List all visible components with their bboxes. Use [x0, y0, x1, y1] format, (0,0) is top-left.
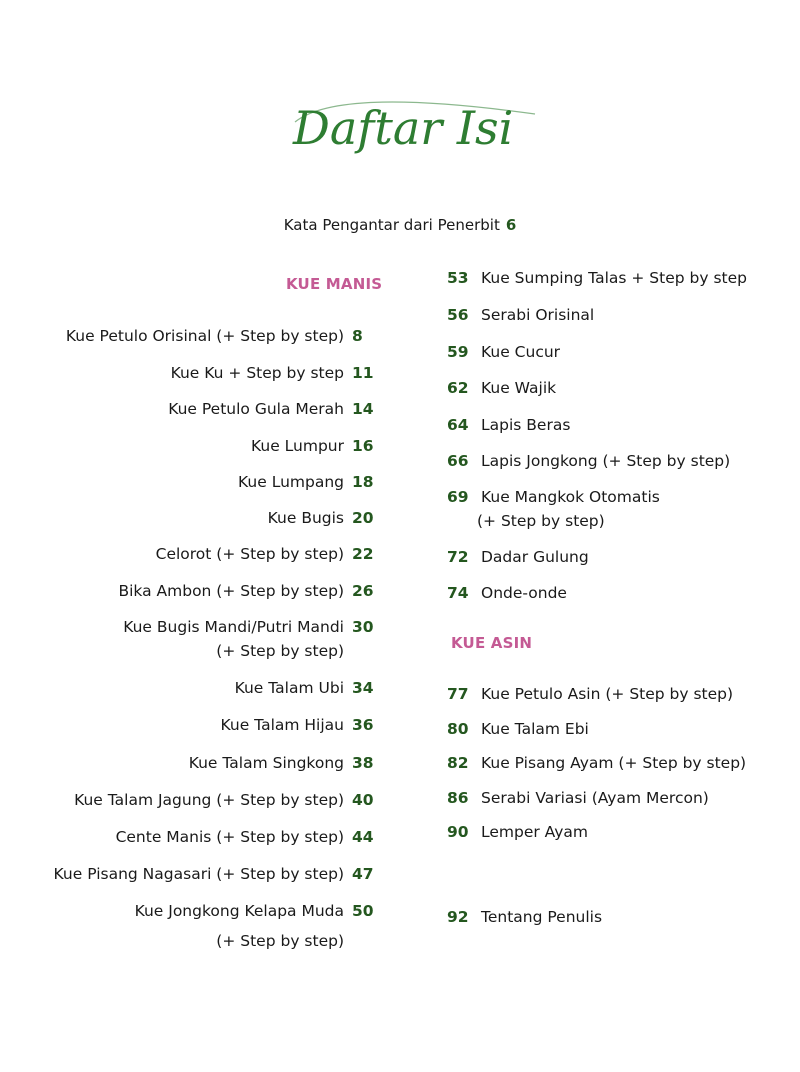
entry-title-continued: (+ Step by step) [216, 642, 344, 660]
entry-title-block [123, 615, 344, 663]
entry-title: Kue Talam Singkong [188, 754, 344, 772]
entry-page: 36 [352, 716, 374, 734]
toc-entry[interactable] [447, 449, 787, 473]
entry-page: 82 [447, 754, 469, 772]
toc-entry-closing[interactable] [447, 905, 787, 929]
entry-title: Lapis Beras [481, 416, 571, 434]
entry-title: Kue Pisang Nagasari (+ Step by step) [53, 865, 344, 883]
entry-title: Celorot (+ Step by step) [155, 545, 344, 563]
toc-entry[interactable] [447, 303, 787, 327]
toc-entry[interactable] [447, 485, 787, 533]
entry-page: 8 [352, 327, 363, 345]
toc-entry[interactable] [447, 376, 787, 400]
entry-page: 14 [352, 400, 374, 418]
entry-title-block [135, 899, 344, 959]
entry-title: Kue Lumpur [251, 437, 344, 455]
entry-title: Kue Petulo Orisinal (+ Step by step) [65, 327, 344, 345]
entry-page: 72 [447, 548, 469, 566]
entry-page: 40 [352, 791, 374, 809]
intro-entry[interactable] [0, 214, 800, 236]
entry-page: 86 [447, 789, 469, 807]
entry-page: 66 [447, 452, 469, 470]
entry-title: Lapis Jongkong (+ Step by step) [481, 452, 731, 470]
section-heading-kue-asin: KUE ASIN [451, 634, 533, 652]
entry-page: 74 [447, 584, 469, 602]
entry-page: 18 [352, 473, 374, 491]
title-text: Daftar Isi [293, 101, 514, 155]
entry-title: Kue Petulo Gula Merah [168, 400, 344, 418]
entry-title: Dadar Gulung [481, 548, 589, 566]
entry-title: Kue Wajik [481, 379, 557, 397]
entry-page: 80 [447, 720, 469, 738]
title-script-graphic [285, 92, 545, 164]
entry-title: Kue Lumpang [238, 473, 344, 491]
entry-title: Kue Jongkong Kelapa Muda [134, 902, 344, 920]
entry-page: 26 [352, 582, 374, 600]
entry-page: 90 [447, 823, 469, 841]
page-title [285, 92, 545, 164]
toc-entry[interactable] [40, 361, 385, 385]
toc-entry[interactable] [40, 615, 385, 663]
entry-title: Onde-onde [481, 584, 567, 602]
toc-entry[interactable] [40, 397, 385, 421]
entry-page: 34 [352, 679, 374, 697]
entry-title: Kue Sumping Talas + Step by step [481, 269, 747, 287]
toc-entry[interactable] [447, 820, 787, 844]
toc-entry[interactable] [40, 899, 385, 959]
section-heading-kue-manis: KUE MANIS [286, 275, 383, 293]
toc-entry[interactable] [447, 413, 787, 437]
entry-title: Kue Ku + Step by step [170, 364, 344, 382]
entry-page: 30 [352, 618, 374, 636]
entry-page: 59 [447, 343, 469, 361]
toc-entry[interactable] [40, 676, 385, 700]
toc-entry[interactable] [40, 542, 385, 566]
toc-entry[interactable] [40, 713, 385, 737]
toc-entry[interactable] [40, 506, 385, 530]
entry-page: 11 [352, 364, 374, 382]
toc-entry[interactable] [40, 862, 385, 886]
entry-page: 20 [352, 509, 374, 527]
intro-label: Kata Pengantar dari Penerbit [283, 216, 500, 234]
entry-title: Tentang Penulis [481, 908, 603, 926]
entry-title: Kue Talam Ebi [481, 720, 589, 738]
toc-entry[interactable] [447, 786, 787, 810]
entry-page: 22 [352, 545, 374, 563]
entry-page: 16 [352, 437, 374, 455]
entry-page: 56 [447, 306, 469, 324]
entry-title-continued: (+ Step by step) [216, 932, 344, 950]
toc-entry[interactable] [40, 324, 385, 348]
entry-page: 38 [352, 754, 374, 772]
toc-entry[interactable] [447, 266, 787, 290]
entry-title: Bika Ambon (+ Step by step) [118, 582, 344, 600]
entry-title: Lemper Ayam [481, 823, 588, 841]
toc-entry[interactable] [447, 717, 787, 741]
entry-title: Kue Mangkok Otomatis [481, 488, 660, 506]
toc-entry[interactable] [40, 825, 385, 849]
entry-page: 64 [447, 416, 469, 434]
entry-title-block [477, 485, 787, 533]
toc-entry[interactable] [40, 470, 385, 494]
entry-title-continued: (+ Step by step) [477, 512, 605, 530]
entry-page: 62 [447, 379, 469, 397]
entry-title: Serabi Orisinal [481, 306, 595, 324]
entry-page: 53 [447, 269, 469, 287]
entry-title: Kue Pisang Ayam (+ Step by step) [481, 754, 747, 772]
toc-entry[interactable] [40, 751, 385, 775]
entry-page: 50 [352, 902, 374, 920]
entry-title: Cente Manis (+ Step by step) [115, 828, 344, 846]
entry-title: Kue Petulo Asin (+ Step by step) [481, 685, 734, 703]
intro-page: 6 [505, 216, 517, 234]
entry-title: Kue Talam Hijau [220, 716, 344, 734]
entry-title: Kue Talam Jagung (+ Step by step) [74, 791, 344, 809]
toc-entry[interactable] [447, 682, 787, 706]
toc-entry[interactable] [447, 545, 787, 569]
entry-title: Kue Bugis Mandi/Putri Mandi [123, 618, 344, 636]
entry-page: 77 [447, 685, 469, 703]
toc-entry[interactable] [447, 581, 787, 605]
entry-page: 69 [447, 488, 469, 506]
toc-entry[interactable] [447, 340, 787, 364]
toc-entry[interactable] [447, 751, 787, 775]
entry-title: Kue Cucur [481, 343, 561, 361]
entry-page: 92 [447, 908, 469, 926]
entry-page: 47 [352, 865, 374, 883]
toc-entry[interactable] [40, 579, 385, 603]
entry-page: 44 [352, 828, 374, 846]
toc-entry[interactable] [40, 788, 385, 812]
entry-title: Serabi Variasi (Ayam Mercon) [481, 789, 709, 807]
entry-title: Kue Bugis [267, 509, 344, 527]
entry-title: Kue Talam Ubi [234, 679, 344, 697]
toc-entry[interactable] [40, 434, 385, 458]
